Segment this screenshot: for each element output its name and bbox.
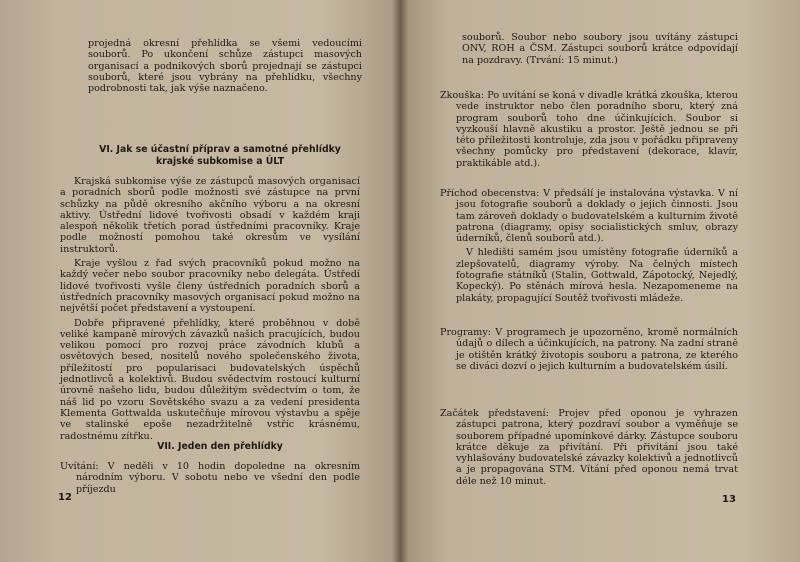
- programs-label: Programy:: [440, 327, 492, 338]
- lobby-text-2: V hledišti samém jsou umístěny fotografie úderníků a zlepšovatelů, diagramy výroby. Na čelných místech fotografie státníků (Stalin, Gottwald, Zápotocký, Nejedlý, Kopecký). Po stěnách mírová hesla. Nezapomeneme na plakáty, propagující Soutěž tvořivosti mládeže.: [456, 247, 738, 304]
- start-text: Projev před oponou je vyhrazen zástupci patrona, který pozdraví soubor a vyměňuje se souborem případné upomínkové dárky. Zástupce souboru krátce děkuje za přivítání. Při přivítání jsou také vyhlašovány budovatelské závazky kolektivů a jednotlivců a je propagována STM. Vítání před oponou nemá trvat déle než 10 minut.: [456, 408, 738, 487]
- section7-heading: VII. Jeden den přehlídky: [157, 441, 283, 452]
- page-number-left: 12: [58, 492, 72, 503]
- start-entry: [440, 408, 738, 487]
- lobby-text: V předsálí je instalována výstavka. V ní jsou fotografie souborů a doklady o jejich činnosti. Jsou tam zároveň doklady o budovatelském a kulturním životě patrona (diagramy, opisy socialistických smluv, obrazy úderníků, členů souborů atd.).: [456, 188, 738, 245]
- page-number-right: 13: [722, 494, 736, 505]
- rehearsal-label: Zkouška:: [440, 90, 485, 101]
- lobby-entry: [440, 188, 738, 304]
- rehearsal-entry: [440, 90, 738, 169]
- section6-heading: [70, 144, 370, 167]
- welcome-label: Uvítání:: [60, 461, 99, 472]
- welcome-text: V neděli v 10 hodin dopoledne na okresním národním výboru. V sobotu nebo ve všední den podle příjezdu: [76, 461, 360, 495]
- programs-entry: [440, 327, 738, 372]
- welcome-entry: [60, 461, 360, 495]
- lobby-label: Příchod obecenstva:: [440, 188, 540, 199]
- section6-heading-line1: VI. Jak se účastní příprav a samotné přehlídky: [99, 144, 341, 155]
- book-gutter: [392, 0, 408, 562]
- continuation-paragraph: [462, 32, 738, 66]
- intro-text: projedná okresní přehlídka se všemi vedoucími souborů. Po ukončení schůze zástupci masových organisací a podnikových sborů projednají se zástupci souborů, které jsou vybrány na přehlídku, všechny podrobnosti tak, jak výše naznačeno.: [88, 38, 362, 95]
- right-page: [400, 0, 800, 562]
- start-label: Začátek představení:: [440, 408, 549, 419]
- intro-paragraph: [88, 38, 362, 94]
- section6-body: [60, 176, 360, 442]
- continuation-text: souborů. Soubor nebo soubory jsou uvítány zástupci ONV, ROH a ČSM. Zástupci souborů krátce odpovídají na pozdravy. (Trvání: 15 minut.): [462, 32, 738, 66]
- rehearsal-text: Po uvítání se koná v divadle krátká zkouška, kterou vede instruktor nebo člen poradního sboru, který zná program souborů toho dne účinkujících. Soubor si vyzkouší hlavně akustiku a prostor. Ještě jednou se při této příležitosti kontroluje, zda jsou v pořádku připraveny všechny pomůcky pro představení (dekorace, klavír, praktikáble atd.).: [456, 90, 738, 169]
- section6-heading-line2: krajské subkomise a ÚLT: [155, 155, 285, 167]
- section6-paragraph-2: Kraje vyšlou z řad svých pracovníků pokud možno na každý večer nebo soubor pracovníky nebo delegáta. Ústředí lidové tvořivosti vyšle členy ústředních poradních sborů a ústředních pracovníky masových organisací pokud možno na největší počet představení a vystoupení.: [60, 258, 360, 315]
- programs-text: V programech je upozorněno, kromě normálních údajů o dílech a účinkujících, na patrony. Na zadní straně je otištěn krátký životopis souboru a patrona, ze kterého se diváci dozví o jejich kulturním a budovatelském úsilí.: [456, 327, 738, 372]
- section6-paragraph-3: Dobře připravené přehlídky, které proběhnou v době veliké kampaně mírových závazků našich pracujících, budou velikou pomocí pro rozvoj práce závodních klubů a osvětových besed, nositelů nového společenského života, příležitostí pro popularisaci budovatelských úspěchů jednotlivců a kolektivů. Budou svědectvím rostoucí kulturní úrovně našeho lidu, budou důležitým svědectvím o tom, že náš lid po vzoru Sovětského svazu a za vedení presidenta Klementa Gottwalda uskutečňuje mírovou výstavbu a spěje ve stalinské epoše nezadržitelně vstříc krásnému, radostnému zítřku.: [60, 317, 360, 442]
- section6-paragraph-1: Krajská subkomise výše ze zástupců masových organisací a poradních sborů podle možnosti své zástupce na první schůzky na půdě okresního akčního výboru a na okresní aktivy. Ústřední lidové tvořivosti obsadí v každém kraji alespoň několik třetích porad ústředními pracovníky. Kraje podle možností pomohou také okresům ve vysílání instruktorů.: [60, 176, 360, 255]
